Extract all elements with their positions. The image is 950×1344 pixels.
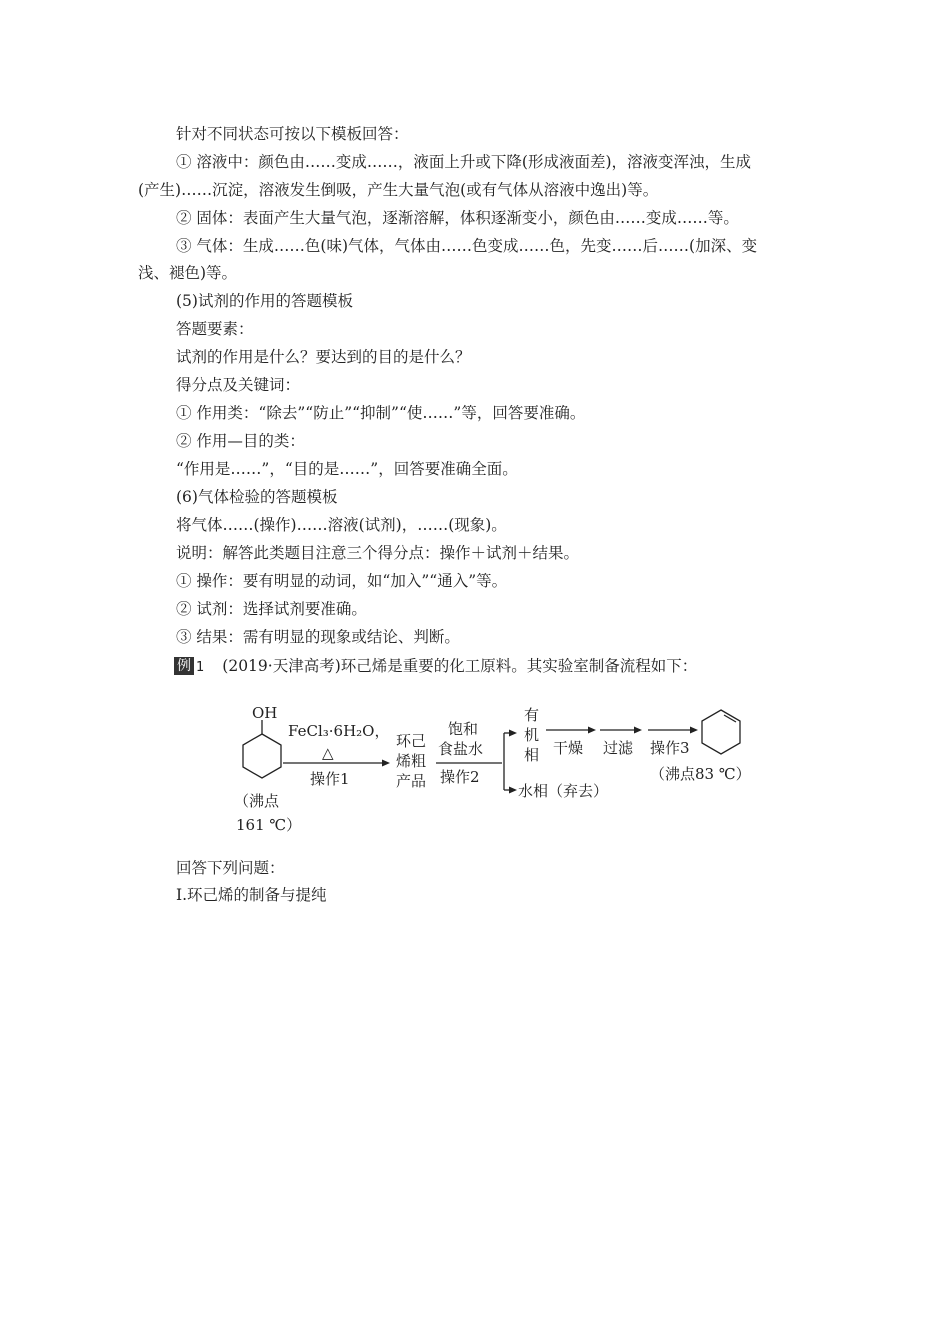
paragraph-line: ① 作用类：“除去”“防止”“抑制”“使……”等，回答要准确。	[176, 404, 586, 422]
aqueous-phase-label: 水相（弃去）	[518, 782, 609, 800]
arrow-step3	[648, 727, 698, 734]
paragraph-line: ② 固体：表面产生大量气泡，逐渐溶解，体积逐渐变小，颜色由……变成……等。	[176, 209, 739, 227]
example-number: 1	[196, 660, 205, 675]
bp-label-start-1: （沸点	[234, 792, 280, 810]
paragraph-line: “作用是……”，“目的是……”，回答要准确全面。	[176, 460, 518, 478]
arrow-drying	[546, 727, 596, 734]
brine-label-1: 饱和	[448, 720, 479, 738]
paragraph-line: 浅、褪色)等。	[138, 264, 238, 282]
cyclohexene-structure	[702, 710, 740, 754]
paragraph-line: (产生)……沉淀，溶液发生倒吸，产生大量气泡(或有气体从溶液中逸出)等。	[138, 181, 659, 199]
paragraph-line: ③ 结果：需有明显的现象或结论、判断。	[176, 628, 460, 646]
reagent-label: FeCl₃·6H₂O，	[288, 722, 390, 740]
organic-phase-label-3: 相	[524, 746, 540, 764]
paragraph-line: 试剂的作用是什么？要达到的目的是什么？	[176, 348, 471, 366]
paragraph-line: ③ 气体：生成……色(味)气体，气体由……色变成……色，先变……后……(加深、变	[176, 237, 758, 255]
paragraph-line: 将气体……(操作)……溶液(试剂)，……(现象)。	[176, 516, 507, 534]
example-line	[174, 656, 697, 678]
crude-product-label-3: 产品	[396, 772, 427, 790]
heat-label: △	[322, 744, 334, 762]
operation1-label: 操作1	[310, 770, 350, 788]
paragraph-line: ② 试剂：选择试剂要准确。	[176, 600, 367, 618]
organic-phase-label-2: 机	[524, 726, 540, 744]
section-heading: (6)气体检验的答题模板	[176, 488, 338, 506]
paragraph-line: 针对不同状态可按以下模板回答：	[176, 125, 409, 143]
organic-phase-label-1: 有	[524, 706, 540, 724]
section-heading: (5)试剂的作用的答题模板	[176, 292, 353, 310]
brine-label-2: 食盐水	[438, 740, 484, 758]
arrow-filtration	[600, 727, 642, 734]
arrow-step1	[283, 760, 390, 767]
paragraph-line: 回答下列问题：	[176, 859, 285, 877]
subsection-heading: Ⅰ.环己烯的制备与提纯	[176, 886, 327, 904]
example-text: (2019·天津高考)环己烯是重要的化工原料。其实验室制备流程如下：	[222, 657, 698, 675]
synthesis-flow-diagram	[226, 700, 786, 840]
bp-label-product: （沸点83 ℃）	[650, 765, 751, 783]
paragraph-line: ① 溶液中：颜色由……变成……，液面上升或下降(形成液面差)，溶液变浑浊，生成	[176, 153, 752, 171]
paragraph-line: 说明：解答此类题目注意三个得分点：操作＋试剂＋结果。	[176, 544, 580, 562]
paragraph-line: ① 操作：要有明显的动词，如“加入”“通入”等。	[176, 572, 508, 590]
crude-product-label-2: 烯粗	[396, 752, 427, 770]
oh-label: OH	[252, 704, 278, 722]
operation2-label: 操作2	[440, 768, 480, 786]
example-tag: 例	[174, 657, 194, 675]
bp-label-start-2: 161 ℃）	[236, 816, 302, 834]
paragraph-line: 得分点及关键词：	[176, 376, 301, 394]
operation3-label: 操作3	[650, 739, 690, 757]
paragraph-line: ② 作用—目的类：	[176, 432, 305, 450]
crude-product-label-1: 环己	[396, 732, 427, 750]
cyclohexanol-structure	[243, 720, 281, 778]
filtration-label: 过滤	[603, 739, 634, 757]
drying-label: 干燥	[553, 739, 584, 757]
paragraph-line: 答题要素：	[176, 320, 254, 338]
